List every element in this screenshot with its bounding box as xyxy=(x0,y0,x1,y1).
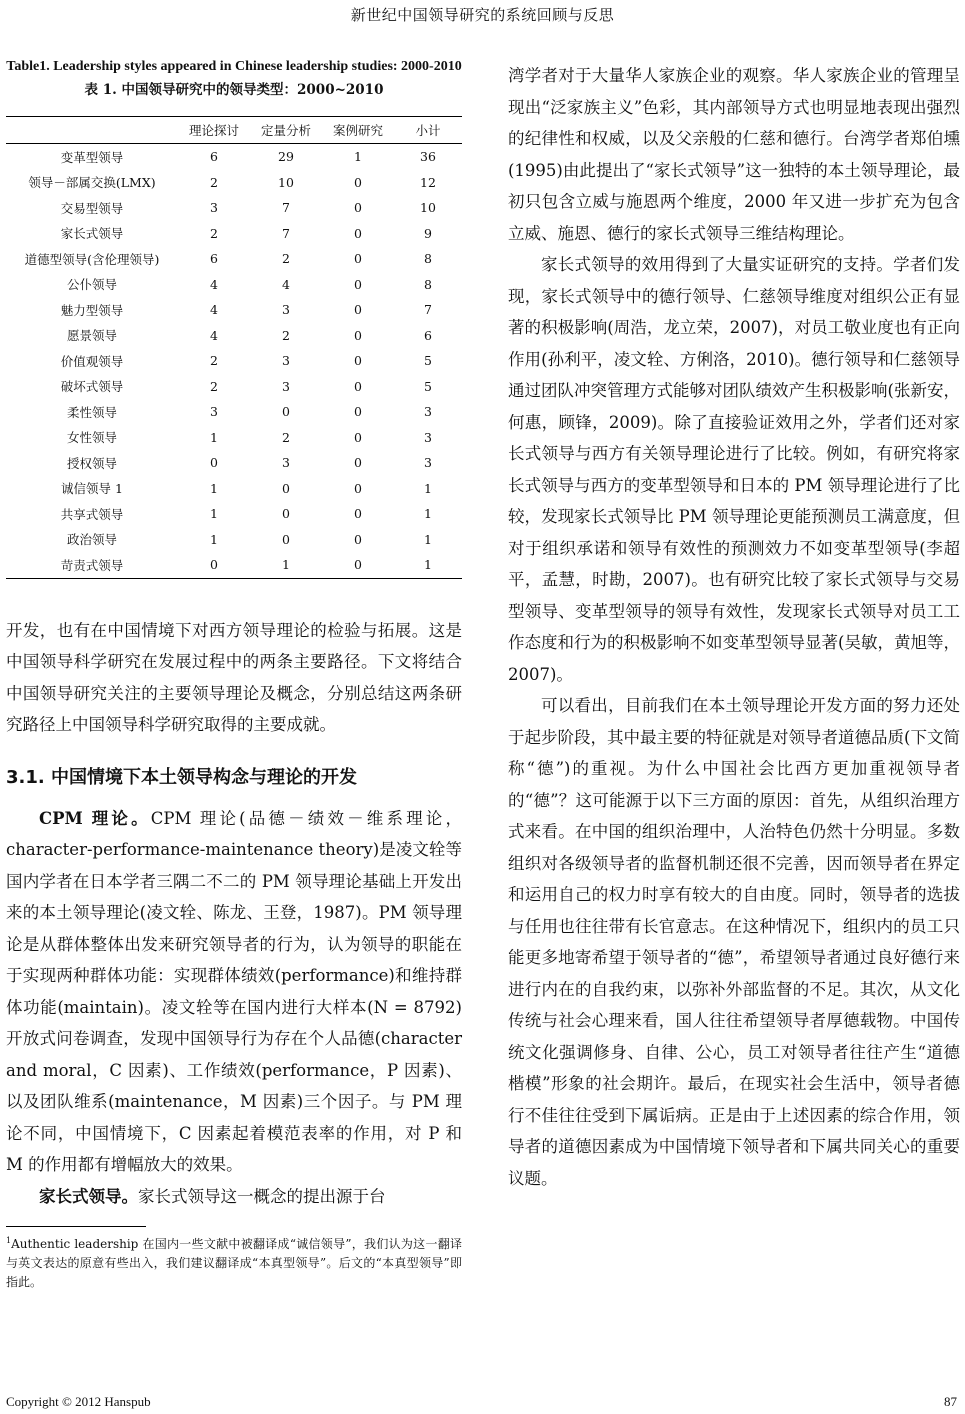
quantitative-count-cell: 3 xyxy=(282,378,290,394)
table-row xyxy=(6,297,462,323)
table-row xyxy=(6,348,462,374)
theory-count-cell: 1 xyxy=(210,429,218,445)
leadership-style-cell: 诚信领导 1 xyxy=(61,481,123,497)
footnote-text: Authentic leadership 在国内一些文献中被翻译成“诚信领导”，我们认为这一翻译与英文表达的原意有些出入，我们建议翻译成“本真型领导”。后文的“本真型领导”即指此。 xyxy=(6,1237,462,1289)
quantitative-count-cell: 0 xyxy=(282,404,290,420)
quantitative-count-cell: 10 xyxy=(278,174,294,190)
leadership-style-cell: 魅力型领导 xyxy=(60,302,124,318)
table-row xyxy=(6,527,462,553)
quantitative-count-cell: 7 xyxy=(282,225,290,241)
theory-count-cell: 2 xyxy=(210,225,218,241)
total-count-cell: 1 xyxy=(424,531,432,547)
total-count-cell: 3 xyxy=(424,404,432,420)
table-caption-cn: 表 1. 中国领导研究中的领导类型：2000~2010 xyxy=(84,82,384,98)
quantitative-count-cell: 7 xyxy=(282,200,290,216)
column-header: 理论探讨 xyxy=(178,117,250,144)
theory-count-cell: 0 xyxy=(210,557,218,573)
table-row xyxy=(6,144,462,170)
column-header: 小计 xyxy=(394,117,462,144)
cpm-run-in-heading: CPM 理论。 xyxy=(39,808,151,828)
quantitative-count-cell: 1 xyxy=(282,557,290,573)
leadership-style-cell: 柔性领导 xyxy=(66,404,117,420)
total-count-cell: 1 xyxy=(424,557,432,573)
leadership-style-cell: 愿景领导 xyxy=(66,328,117,344)
total-count-cell: 6 xyxy=(424,327,432,343)
leadership-style-cell: 交易型领导 xyxy=(60,200,124,216)
total-count-cell: 7 xyxy=(424,302,432,318)
quantitative-count-cell: 2 xyxy=(282,327,290,343)
theory-count-cell: 2 xyxy=(210,174,218,190)
total-count-cell: 1 xyxy=(424,506,432,522)
paternalistic-paragraph xyxy=(6,1181,462,1213)
case-count-cell: 0 xyxy=(354,378,362,394)
quantitative-count-cell: 3 xyxy=(282,455,290,471)
right-paragraph-1: 湾学者对于大量华人家族企业的观察。华人家族企业的管理呈现出“泛家族主义”色彩，其内部领导方式也明显地表现出强烈的纪律性和权威，以及父亲般的仁慈和德行。台湾学者郑伯壎(1995)由此提出了“家长式领导”这一独特的本土领导理论，最初只包含立威与施恩两个维度，2000 年又进一步扩充为包含立威、施恩、德行的家长式领导三维结构理论。 xyxy=(508,66,960,243)
theory-count-cell: 3 xyxy=(210,200,218,216)
leadership-style-cell: 变革型领导 xyxy=(60,149,124,165)
table-row xyxy=(6,374,462,400)
case-count-cell: 0 xyxy=(354,531,362,547)
theory-count-cell: 2 xyxy=(210,378,218,394)
leadership-style-cell: 家长式领导 xyxy=(60,226,124,242)
table-row xyxy=(6,552,462,578)
table-caption-en: Table1. Leadership styles appeared in Chinese leadership studies: 2000-2010 xyxy=(6,59,462,74)
theory-count-cell: 6 xyxy=(210,149,218,165)
quantitative-count-cell: 0 xyxy=(282,531,290,547)
section-heading: 3.1. 中国情境下本土领导构念与理论的开发 xyxy=(6,766,357,788)
cpm-paragraph xyxy=(6,803,462,1181)
quantitative-count-cell: 3 xyxy=(282,302,290,318)
copyright-footer: Copyright © 2012 Hanspub xyxy=(6,1394,151,1409)
case-count-cell: 0 xyxy=(354,200,362,216)
leadership-style-cell: 价值观领导 xyxy=(60,353,124,369)
theory-count-cell: 1 xyxy=(210,531,218,547)
total-count-cell: 1 xyxy=(424,480,432,496)
case-count-cell: 0 xyxy=(354,557,362,573)
total-count-cell: 3 xyxy=(424,429,432,445)
case-count-cell: 0 xyxy=(354,174,362,190)
theory-count-cell: 2 xyxy=(210,353,218,369)
case-count-cell: 0 xyxy=(354,353,362,369)
quantitative-count-cell: 0 xyxy=(282,480,290,496)
case-count-cell: 0 xyxy=(354,429,362,445)
case-count-cell: 0 xyxy=(354,302,362,318)
cpm-paragraph-text: CPM 理论(品德－绩效－维系理论，character-performance-maintenance theory)是凌文辁等国内学者在日本学者三隅二不二的 PM 领导理论基础上开发出来的本土领导理论(凌文辁、陈龙、王登，1987)。PM 领导理论是从群体整体出发来研究领导者的行为，认为领导的职能在于实现两种群体功能：实现群体绩效(performance)和维持群体功能(maintain)。凌文辁等在国内进行大样本(N = 8792)开放式问卷调查，发现中国领导行为存在个人品德(character and moral，C 因素)、工作绩效(performance，P 因素)、以及团队维系(maintenance，M 因素)三个因子。与 PM 理论不同，中国情境下，C 因素起着模范表率的作用，对 P 和 M 的作用都有增幅放大的效果。 xyxy=(6,808,462,1174)
table-row xyxy=(6,195,462,221)
case-count-cell: 0 xyxy=(354,506,362,522)
column-header: 定量分析 xyxy=(250,117,322,144)
table-row xyxy=(6,323,462,349)
total-count-cell: 8 xyxy=(424,251,432,267)
quantitative-count-cell: 2 xyxy=(282,251,290,267)
total-count-cell: 36 xyxy=(420,149,436,165)
leadership-style-cell: 苛责式领导 xyxy=(60,557,124,573)
right-paragraph-2: 家长式领导的效用得到了大量实证研究的支持。学者们发现，家长式领导中的德行领导、仁慈领导维度对组织公正有显著的积极影响(周浩，龙立荣，2007)，对员工敬业度也有正向作用(孙利平，凌文辁、方俐洛，2010)。德行领导和仁慈领导通过团队冲突管理方式能够对团队绩效产生积极影响(张新安，何惠，顾锋，2009)。除了直接验证效用之外，学者们还对家长式领导与西方有关领导理论进行了比较。例如，有研究将家长式领导与西方的变革型领导和日本的 PM 领导理论进行了比较，发现家长式领导比 PM 领导理论更能预测员工满意度，但对于组织承诺和领导有效性的预测效力不如变革型领导(李超平，孟慧，时勘，2007)。也有研究比较了家长式领导与交易型领导、变革型领导的领导有效性，发现家长式领导对员工工作态度和行为的积极影响不如变革型领导显著(吴敏，黄旭等，2007)。 xyxy=(508,255,960,684)
case-count-cell: 0 xyxy=(354,404,362,420)
leadership-style-cell: 领导－部属交换(LMX) xyxy=(28,175,156,191)
total-count-cell: 9 xyxy=(424,225,432,241)
total-count-cell: 8 xyxy=(424,276,432,292)
running-header: 新世纪中国领导研究的系统回顾与反思 xyxy=(350,6,615,24)
column-header: 案例研究 xyxy=(322,117,394,144)
case-count-cell: 0 xyxy=(354,455,362,471)
column-header xyxy=(6,117,178,144)
intro-paragraph: 开发，也有在中国情境下对西方领导理论的检验与拓展。这是中国领导科学研究在发展过程中的两条主要路径。下文将结合中国领导研究关注的主要领导理论及概念，分别总结这两条研究路径上中国领导科学研究取得的主要成就。 xyxy=(6,620,462,734)
theory-count-cell: 4 xyxy=(210,276,218,292)
table-row xyxy=(6,170,462,196)
case-count-cell: 0 xyxy=(354,251,362,267)
leadership-style-cell: 公仆领导 xyxy=(66,277,117,293)
total-count-cell: 3 xyxy=(424,455,432,471)
footnote-marker: 1 xyxy=(6,1236,12,1245)
table-row xyxy=(6,476,462,502)
total-count-cell: 10 xyxy=(420,200,436,216)
page-number: 87 xyxy=(944,1394,957,1409)
theory-count-cell: 4 xyxy=(210,302,218,318)
quantitative-count-cell: 3 xyxy=(282,353,290,369)
total-count-cell: 12 xyxy=(420,174,436,190)
paternalistic-run-in-heading: 家长式领导。 xyxy=(39,1186,138,1206)
right-column xyxy=(508,60,960,1194)
quantitative-count-cell: 2 xyxy=(282,429,290,445)
quantitative-count-cell: 0 xyxy=(282,506,290,522)
theory-count-cell: 6 xyxy=(210,251,218,267)
table-row xyxy=(6,221,462,247)
leadership-style-cell: 道德型领导(含伦理领导) xyxy=(24,251,160,267)
left-column xyxy=(6,58,462,1292)
case-count-cell: 0 xyxy=(354,480,362,496)
table-row xyxy=(6,425,462,451)
leadership-style-cell: 政治领导 xyxy=(66,532,117,548)
case-count-cell: 0 xyxy=(354,327,362,343)
table-row xyxy=(6,450,462,476)
theory-count-cell: 4 xyxy=(210,327,218,343)
total-count-cell: 5 xyxy=(424,378,432,394)
paternalistic-paragraph-text: 家长式领导这一概念的提出源于台 xyxy=(138,1186,386,1206)
table-body xyxy=(6,144,462,579)
table-row xyxy=(6,272,462,298)
leadership-styles-table xyxy=(6,116,462,579)
footnote xyxy=(6,1231,462,1292)
total-count-cell: 5 xyxy=(424,353,432,369)
theory-count-cell: 1 xyxy=(210,480,218,496)
table-row xyxy=(6,399,462,425)
leadership-style-cell: 破坏式领导 xyxy=(60,379,124,395)
theory-count-cell: 3 xyxy=(210,404,218,420)
leadership-style-cell: 女性领导 xyxy=(66,430,117,446)
theory-count-cell: 1 xyxy=(210,506,218,522)
table-header-row xyxy=(6,117,462,144)
table-row xyxy=(6,501,462,527)
footnote-divider xyxy=(6,1226,146,1227)
theory-count-cell: 0 xyxy=(210,455,218,471)
leadership-style-cell: 共享式领导 xyxy=(60,506,124,522)
case-count-cell: 0 xyxy=(354,276,362,292)
table-row xyxy=(6,246,462,272)
case-count-cell: 1 xyxy=(354,149,362,165)
quantitative-count-cell: 29 xyxy=(278,149,294,165)
case-count-cell: 0 xyxy=(354,225,362,241)
leadership-style-cell: 授权领导 xyxy=(66,455,117,471)
right-paragraph-3: 可以看出，目前我们在本土领导理论开发方面的努力还处于起步阶段，其中最主要的特征就是对领导者道德品质(下文简称“德”)的重视。为什么中国社会比西方更加重视领导者的“德”？这可能源于以下三方面的原因：首先，从组织治理方式来看。在中国的组织治理中，人治特色仍然十分明显。多数组织对各级领导者的监督机制还很不完善，因而领导者在界定和运用自己的权力时享有较大的自由度。同时，领导者的选拔与任用也往往带有长官意志。在这种情况下，组织内的员工只能更多地寄希望于领导者的“德”，希望领导者通过良好德行来进行内在的自我约束，以弥补外部监督的不足。其次，从文化传统与社会心理来看，国人往往希望领导者厚德载物。中国传统文化强调修身、自律、公心，员工对领导者往往产生“道德楷模”形象的社会期许。最后，在现实社会生活中，领导者德行不佳往往受到下属诟病。正是由于上述因素的综合作用，领导者的道德因素成为中国情境下领导者和下属共同关心的重要议题。 xyxy=(508,696,960,1188)
quantitative-count-cell: 4 xyxy=(282,276,290,292)
